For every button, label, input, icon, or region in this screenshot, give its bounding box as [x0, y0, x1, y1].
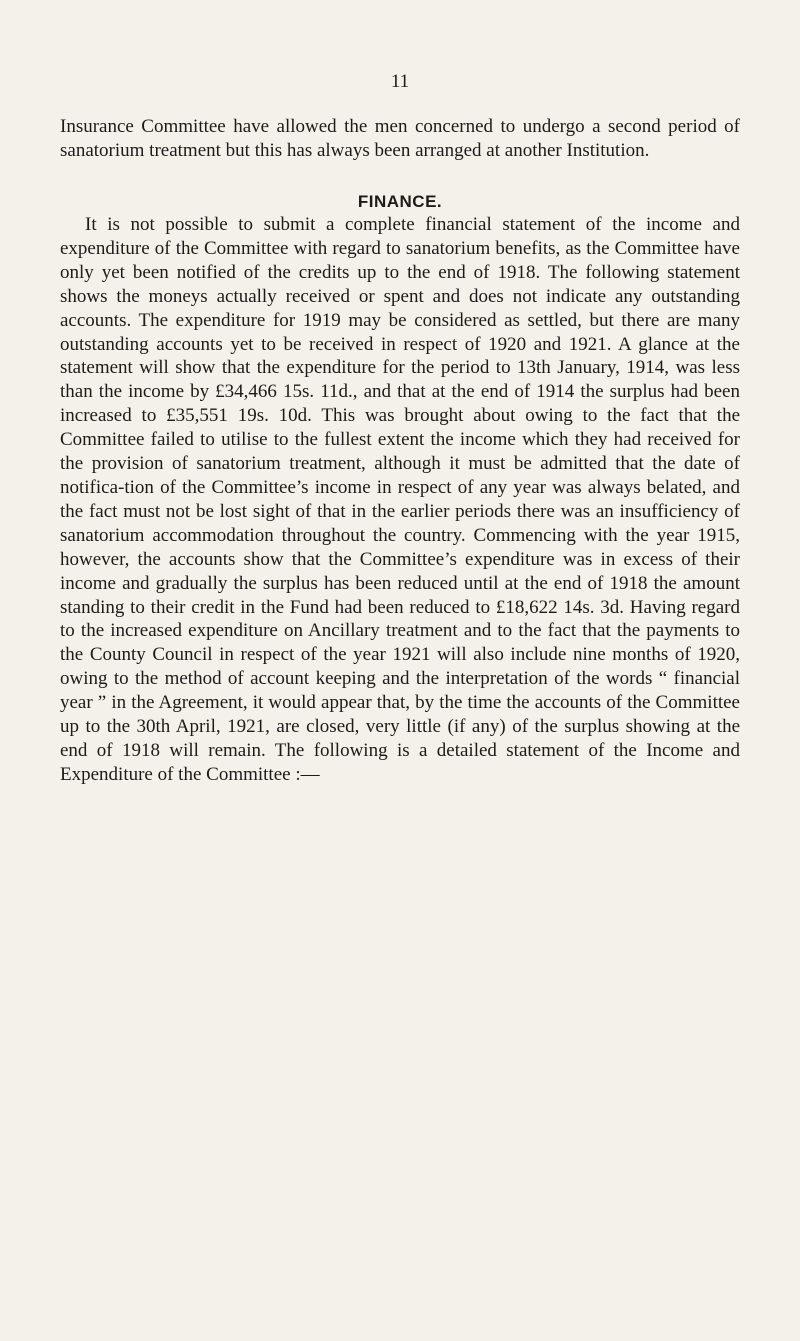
- page-number: 11: [390, 71, 410, 92]
- section-heading: FINANCE.: [357, 192, 443, 211]
- intro-paragraph: Insurance Committee have allowed the men concerned to undergo a second period of sanatorium treatment but this has always been arranged at another Institution.: [60, 116, 740, 161]
- finance-paragraph: It is not possible to submit a complete financial statement of the income and expenditure of the Committee with regard to sanatorium benefits, as the Committee have only yet been notified of the credits up to the end of 1918. The following statement shows the moneys actually received or spent and does not indicate any outstanding accounts. The expenditure for 1919 may be considered as settled, but there are many outstanding accounts yet to be received in respect of 1920 and 1921. A glance at the statement will show that the expenditure for the period to 13th January, 1914, was less than the income by £34,466 15s. 11d., and that at the end of 1914 the surplus had been increased to £35,551 19s. 10d. This was brought about owing to the fact that the Committee failed to utilise to the fullest extent the income which they had received for the provision of sanatorium treatment, although it must be admitted that the date of notifica-tion of the Committee’s income in respect of any year was always belated, and the fact must not be lost sight of that in the earlier periods there was an insufficiency of sanatorium accommodation throughout the country. Commencing with the year 1915, however, the accounts show that the Committee’s expenditure was in excess of their income and gradually the surplus has been reduced until at the end of 1918 the amount standing to their credit in the Fund had been reduced to £18,622 14s. 3d. Having regard to the increased expenditure on Ancillary treatment and to the fact that the payments to the County Council in respect of the year 1921 will also include nine months of 1920, owing to the method of account keeping and the interpretation of the words “ financial year ” in the Agreement, it would appear that, by the time the accounts of the Committee up to the 30th April, 1921, are closed, very little (if any) of the surplus showing at the end of 1918 will remain. The following is a detailed statement of the Income and Expenditure of the Committee :—: [60, 214, 740, 785]
